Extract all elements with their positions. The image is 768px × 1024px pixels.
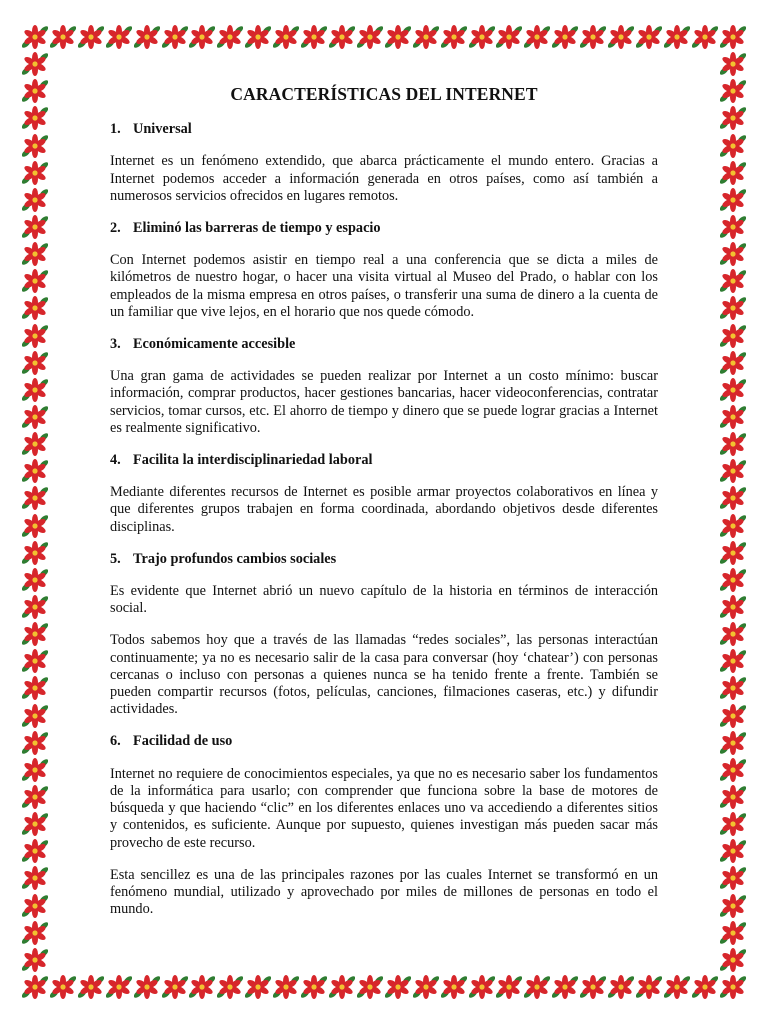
poinsettia-flower-icon bbox=[78, 24, 104, 50]
section-title: Eliminó las barreras de tiempo y espacio bbox=[133, 220, 381, 237]
poinsettia-flower-icon bbox=[22, 865, 48, 891]
poinsettia-flower-icon bbox=[22, 160, 48, 186]
poinsettia-flower-icon bbox=[720, 350, 746, 376]
section-number: 4. bbox=[110, 452, 121, 469]
poinsettia-flower-icon bbox=[22, 78, 48, 104]
poinsettia-flower-icon bbox=[720, 78, 746, 104]
poinsettia-flower-icon bbox=[106, 974, 132, 1000]
poinsettia-flower-icon bbox=[22, 214, 48, 240]
poinsettia-flower-icon bbox=[720, 431, 746, 457]
section-heading bbox=[110, 220, 658, 237]
poinsettia-flower-icon bbox=[50, 974, 76, 1000]
poinsettia-flower-icon bbox=[720, 594, 746, 620]
poinsettia-flower-icon bbox=[22, 51, 48, 77]
poinsettia-flower-icon bbox=[22, 377, 48, 403]
section-number: 6. bbox=[110, 733, 121, 750]
poinsettia-flower-icon bbox=[720, 513, 746, 539]
poinsettia-flower-icon bbox=[720, 838, 746, 864]
poinsettia-flower-icon bbox=[469, 24, 495, 50]
poinsettia-flower-icon bbox=[22, 730, 48, 756]
poinsettia-flower-icon bbox=[22, 947, 48, 973]
poinsettia-flower-icon bbox=[22, 105, 48, 131]
section-4 bbox=[110, 452, 658, 536]
decorative-border-top bbox=[22, 24, 746, 50]
poinsettia-flower-icon bbox=[22, 567, 48, 593]
poinsettia-flower-icon bbox=[245, 974, 271, 1000]
poinsettia-flower-icon bbox=[22, 404, 48, 430]
poinsettia-flower-icon bbox=[720, 295, 746, 321]
paragraph: Internet es un fenómeno extendido, que abarca prácticamente el mundo entero. Gracias a Internet podemos acceder a información generada en otros países, como así también a numerosos servicios ofrecidos en lugares remotos. bbox=[110, 153, 658, 204]
poinsettia-flower-icon bbox=[552, 24, 578, 50]
poinsettia-flower-icon bbox=[413, 974, 439, 1000]
section-number: 5. bbox=[110, 550, 121, 567]
section-number: 3. bbox=[110, 336, 121, 353]
poinsettia-flower-icon bbox=[469, 974, 495, 1000]
section-1 bbox=[110, 121, 658, 205]
poinsettia-flower-icon bbox=[385, 974, 411, 1000]
poinsettia-flower-icon bbox=[301, 974, 327, 1000]
poinsettia-flower-icon bbox=[22, 811, 48, 837]
poinsettia-flower-icon bbox=[496, 24, 522, 50]
poinsettia-flower-icon bbox=[273, 974, 299, 1000]
poinsettia-flower-icon bbox=[720, 621, 746, 647]
poinsettia-flower-icon bbox=[189, 24, 215, 50]
poinsettia-flower-icon bbox=[329, 24, 355, 50]
poinsettia-flower-icon bbox=[720, 404, 746, 430]
section-title: Facilita la interdisciplinariedad laboral bbox=[133, 452, 373, 469]
poinsettia-flower-icon bbox=[22, 295, 48, 321]
poinsettia-flower-icon bbox=[692, 974, 718, 1000]
poinsettia-flower-icon bbox=[357, 974, 383, 1000]
poinsettia-flower-icon bbox=[385, 24, 411, 50]
poinsettia-flower-icon bbox=[720, 323, 746, 349]
poinsettia-flower-icon bbox=[22, 540, 48, 566]
poinsettia-flower-icon bbox=[720, 105, 746, 131]
poinsettia-flower-icon bbox=[22, 241, 48, 267]
poinsettia-flower-icon bbox=[22, 974, 48, 1000]
poinsettia-flower-icon bbox=[664, 24, 690, 50]
poinsettia-flower-icon bbox=[441, 974, 467, 1000]
poinsettia-flower-icon bbox=[720, 241, 746, 267]
section-heading bbox=[110, 452, 658, 469]
poinsettia-flower-icon bbox=[720, 268, 746, 294]
poinsettia-flower-icon bbox=[720, 540, 746, 566]
decorative-border-right bbox=[720, 24, 746, 1000]
poinsettia-flower-icon bbox=[22, 621, 48, 647]
poinsettia-flower-icon bbox=[357, 24, 383, 50]
poinsettia-flower-icon bbox=[720, 160, 746, 186]
poinsettia-flower-icon bbox=[134, 974, 160, 1000]
poinsettia-flower-icon bbox=[301, 24, 327, 50]
poinsettia-flower-icon bbox=[720, 648, 746, 674]
poinsettia-flower-icon bbox=[720, 485, 746, 511]
poinsettia-flower-icon bbox=[78, 974, 104, 1000]
poinsettia-flower-icon bbox=[189, 974, 215, 1000]
poinsettia-flower-icon bbox=[720, 458, 746, 484]
section-2 bbox=[110, 220, 658, 321]
poinsettia-flower-icon bbox=[329, 974, 355, 1000]
section-5 bbox=[110, 551, 658, 719]
section-title: Económicamente accesible bbox=[133, 336, 296, 353]
section-6 bbox=[110, 733, 658, 918]
section-heading bbox=[110, 733, 658, 750]
paragraph: Todos sabemos hoy que a través de las llamadas “redes sociales”, las personas interactúan continuamente; ya no es necesario salir de la casa para conversar (hoy ‘chatear’) con personas cercanas o incluso con personas a quienes nunca se ha tenido frente a frente. También se pueden compartir recursos (fotos, películas, canciones, filmaciones caseras, etc.) y difundir actividades. bbox=[110, 632, 658, 718]
poinsettia-flower-icon bbox=[22, 133, 48, 159]
section-number: 2. bbox=[110, 220, 121, 237]
poinsettia-flower-icon bbox=[22, 648, 48, 674]
poinsettia-flower-icon bbox=[720, 214, 746, 240]
poinsettia-flower-icon bbox=[720, 187, 746, 213]
poinsettia-flower-icon bbox=[720, 947, 746, 973]
poinsettia-flower-icon bbox=[720, 133, 746, 159]
poinsettia-flower-icon bbox=[608, 24, 634, 50]
poinsettia-flower-icon bbox=[22, 485, 48, 511]
poinsettia-flower-icon bbox=[50, 24, 76, 50]
poinsettia-flower-icon bbox=[720, 893, 746, 919]
poinsettia-flower-icon bbox=[496, 974, 522, 1000]
poinsettia-flower-icon bbox=[524, 24, 550, 50]
document-title: CARACTERÍSTICAS DEL INTERNET bbox=[230, 84, 538, 104]
poinsettia-flower-icon bbox=[22, 268, 48, 294]
poinsettia-flower-icon bbox=[720, 567, 746, 593]
poinsettia-flower-icon bbox=[22, 350, 48, 376]
poinsettia-flower-icon bbox=[22, 920, 48, 946]
poinsettia-flower-icon bbox=[162, 24, 188, 50]
section-heading bbox=[110, 551, 658, 568]
poinsettia-flower-icon bbox=[22, 893, 48, 919]
paragraph: Mediante diferentes recursos de Internet es posible armar proyectos colaborativos en línea y que diferentes grupos trabajen en forma coordinada, abordando objetivos desde diferentes disciplinas. bbox=[110, 484, 658, 535]
poinsettia-flower-icon bbox=[22, 431, 48, 457]
poinsettia-flower-icon bbox=[720, 377, 746, 403]
section-3 bbox=[110, 336, 658, 437]
poinsettia-flower-icon bbox=[22, 757, 48, 783]
poinsettia-flower-icon bbox=[720, 703, 746, 729]
poinsettia-flower-icon bbox=[636, 24, 662, 50]
paragraph: Es evidente que Internet abrió un nuevo capítulo de la historia en términos de interacción social. bbox=[110, 583, 658, 617]
poinsettia-flower-icon bbox=[692, 24, 718, 50]
poinsettia-flower-icon bbox=[720, 51, 746, 77]
poinsettia-flower-icon bbox=[106, 24, 132, 50]
poinsettia-flower-icon bbox=[22, 784, 48, 810]
poinsettia-flower-icon bbox=[162, 974, 188, 1000]
poinsettia-flower-icon bbox=[720, 920, 746, 946]
section-title: Universal bbox=[133, 121, 192, 138]
section-number: 1. bbox=[110, 121, 121, 138]
paragraph: Internet no requiere de conocimientos especiales, ya que no es necesario saber los fundamentos de la informática para usarlo; con comprender que funciona sobre la base de motores de búsqueda y que haciendo “clic” en los diferentes enlaces uno va accediendo a diferentes sitios y contenidos, es suficiente. Aunque por supuesto, quienes investigan más pueden sacar más provecho de este recurso. bbox=[110, 765, 658, 851]
poinsettia-flower-icon bbox=[552, 974, 578, 1000]
poinsettia-flower-icon bbox=[524, 974, 550, 1000]
poinsettia-flower-icon bbox=[720, 784, 746, 810]
section-title: Facilidad de uso bbox=[133, 733, 233, 750]
paragraph: Esta sencillez es una de las principales razones por las cuales Internet se transformó en un fenómeno mundial, utilizado y aprovechado por miles de millones de personas en todo el mundo. bbox=[110, 866, 658, 918]
poinsettia-flower-icon bbox=[720, 865, 746, 891]
poinsettia-flower-icon bbox=[720, 757, 746, 783]
poinsettia-flower-icon bbox=[580, 24, 606, 50]
poinsettia-flower-icon bbox=[720, 730, 746, 756]
poinsettia-flower-icon bbox=[608, 974, 634, 1000]
section-heading bbox=[110, 336, 658, 353]
poinsettia-flower-icon bbox=[580, 974, 606, 1000]
poinsettia-flower-icon bbox=[441, 24, 467, 50]
poinsettia-flower-icon bbox=[22, 323, 48, 349]
poinsettia-flower-icon bbox=[273, 24, 299, 50]
poinsettia-flower-icon bbox=[22, 594, 48, 620]
section-title: Trajo profundos cambios sociales bbox=[133, 550, 337, 567]
paragraph: Con Internet podemos asistir en tiempo real a una conferencia que se dicta a miles de kilómetros de nuestro hogar, o hacer una visita virtual al Museo del Prado, o hablar con los empleados de la misma empresa en otros países, o transferir una suma de dinero a la cuenta de un familiar que vive lejos, en el horario que nos quede cómodo. bbox=[110, 252, 658, 320]
poinsettia-flower-icon bbox=[720, 974, 746, 1000]
poinsettia-flower-icon bbox=[22, 703, 48, 729]
poinsettia-flower-icon bbox=[22, 458, 48, 484]
decorative-border-left bbox=[22, 24, 48, 1000]
poinsettia-flower-icon bbox=[217, 974, 243, 1000]
poinsettia-flower-icon bbox=[720, 811, 746, 837]
poinsettia-flower-icon bbox=[22, 675, 48, 701]
poinsettia-flower-icon bbox=[22, 838, 48, 864]
poinsettia-flower-icon bbox=[22, 24, 48, 50]
poinsettia-flower-icon bbox=[664, 974, 690, 1000]
paragraph: Una gran gama de actividades se pueden realizar por Internet a un costo mínimo: buscar información, comprar productos, hacer gestiones bancarias, hacer videoconferencias, contratar servicios, tomar cursos, etc. El ahorro de tiempo y dinero que se puede lograr gracias a Internet es realmente significativo. bbox=[110, 368, 658, 436]
section-heading bbox=[110, 121, 658, 138]
poinsettia-flower-icon bbox=[134, 24, 160, 50]
poinsettia-flower-icon bbox=[720, 675, 746, 701]
poinsettia-flower-icon bbox=[720, 24, 746, 50]
document-body bbox=[110, 86, 658, 933]
poinsettia-flower-icon bbox=[245, 24, 271, 50]
decorative-border-bottom bbox=[22, 974, 746, 1000]
poinsettia-flower-icon bbox=[22, 513, 48, 539]
poinsettia-flower-icon bbox=[636, 974, 662, 1000]
poinsettia-flower-icon bbox=[413, 24, 439, 50]
poinsettia-flower-icon bbox=[217, 24, 243, 50]
poinsettia-flower-icon bbox=[22, 187, 48, 213]
